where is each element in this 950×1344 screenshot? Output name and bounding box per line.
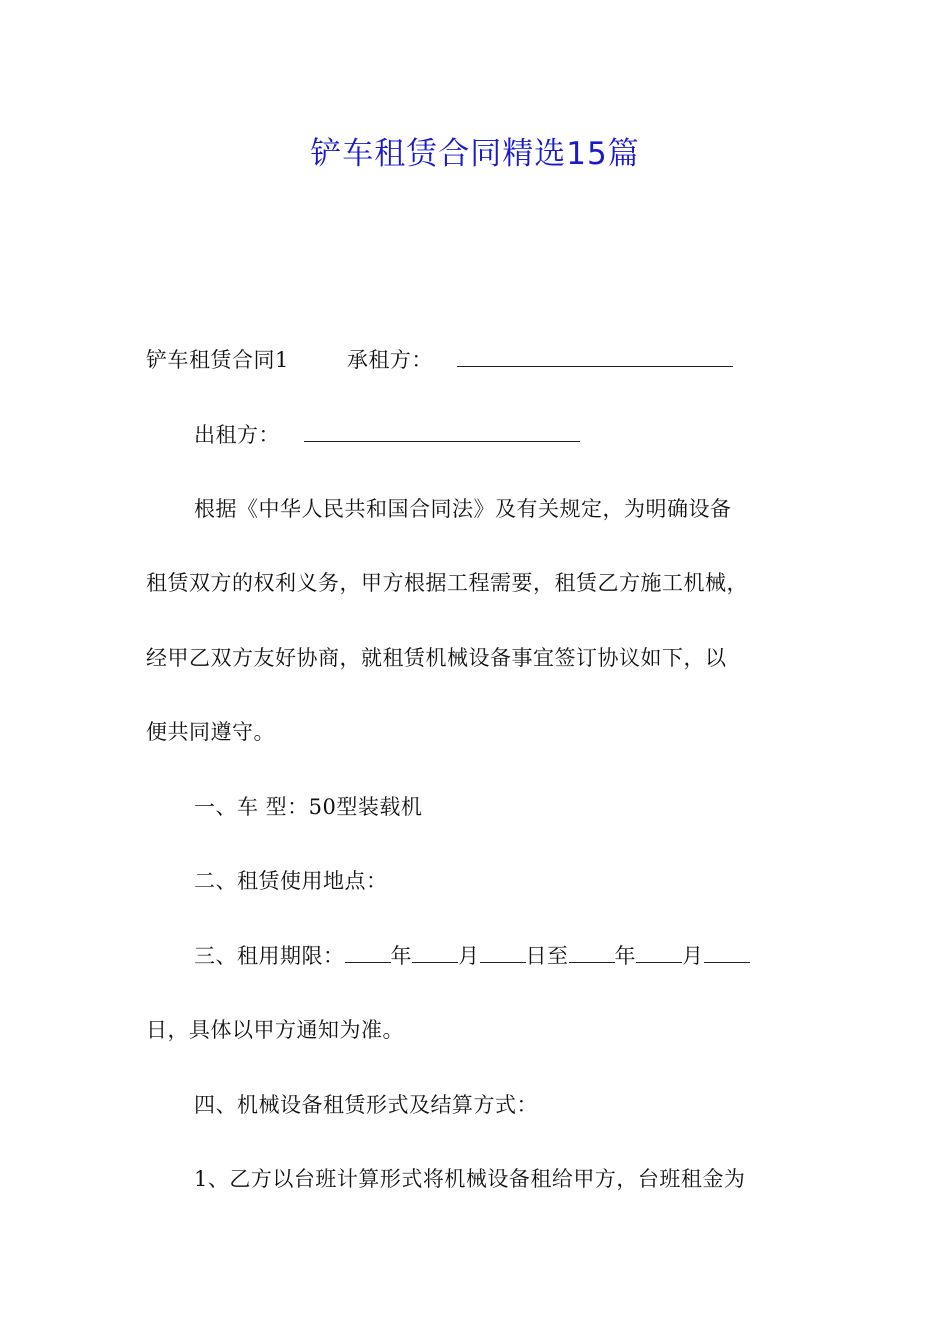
month-unit: 月 bbox=[682, 944, 704, 968]
end-year-blank[interactable] bbox=[569, 944, 615, 963]
end-month-blank[interactable] bbox=[636, 944, 682, 963]
year-unit: 年 bbox=[390, 944, 412, 968]
lessee-blank[interactable] bbox=[457, 348, 733, 367]
lessor-line bbox=[194, 420, 580, 450]
clause-term bbox=[194, 941, 750, 971]
paragraph-line: 根据《中华人民共和国合同法》及有关规定，为明确设备 bbox=[194, 497, 732, 521]
lessor-blank[interactable] bbox=[304, 423, 580, 442]
paragraph-line: 租赁双方的权利义务，甲方根据工程需要，租赁乙方施工机械， bbox=[146, 571, 748, 595]
end-day-blank[interactable] bbox=[704, 944, 750, 963]
clause-settlement: 四、机械设备租赁形式及结算方式： bbox=[194, 1093, 538, 1117]
clause-term-continued: 日，具体以甲方通知为准。 bbox=[146, 1018, 404, 1042]
paragraph-line: 便共同遵守。 bbox=[146, 720, 275, 744]
clause-vehicle-type: 一、车 型：50型装载机 bbox=[194, 795, 423, 819]
document-title: 铲车租赁合同精选15篇 bbox=[310, 136, 640, 172]
lessor-label: 出租方： bbox=[194, 423, 280, 447]
start-month-blank[interactable] bbox=[412, 944, 458, 963]
day-to-unit: 日至 bbox=[525, 944, 569, 968]
header-line bbox=[146, 345, 733, 375]
start-year-blank[interactable] bbox=[345, 944, 391, 963]
contract-number-label: 铲车租赁合同1 bbox=[146, 348, 289, 372]
year-unit: 年 bbox=[614, 944, 636, 968]
term-label: 三、租用期限： bbox=[194, 944, 345, 968]
paragraph-line: 经甲乙双方友好协商，就租赁机械设备事宜签订协议如下，以 bbox=[146, 646, 727, 670]
clause-location: 二、租赁使用地点： bbox=[194, 869, 388, 893]
month-unit: 月 bbox=[458, 944, 480, 968]
lessee-label: 承租方： bbox=[346, 348, 433, 372]
start-day-blank[interactable] bbox=[480, 944, 526, 963]
clause-settlement-item-1: 1、乙方以台班计算形式将机械设备租给甲方，台班租金为 bbox=[194, 1167, 746, 1191]
